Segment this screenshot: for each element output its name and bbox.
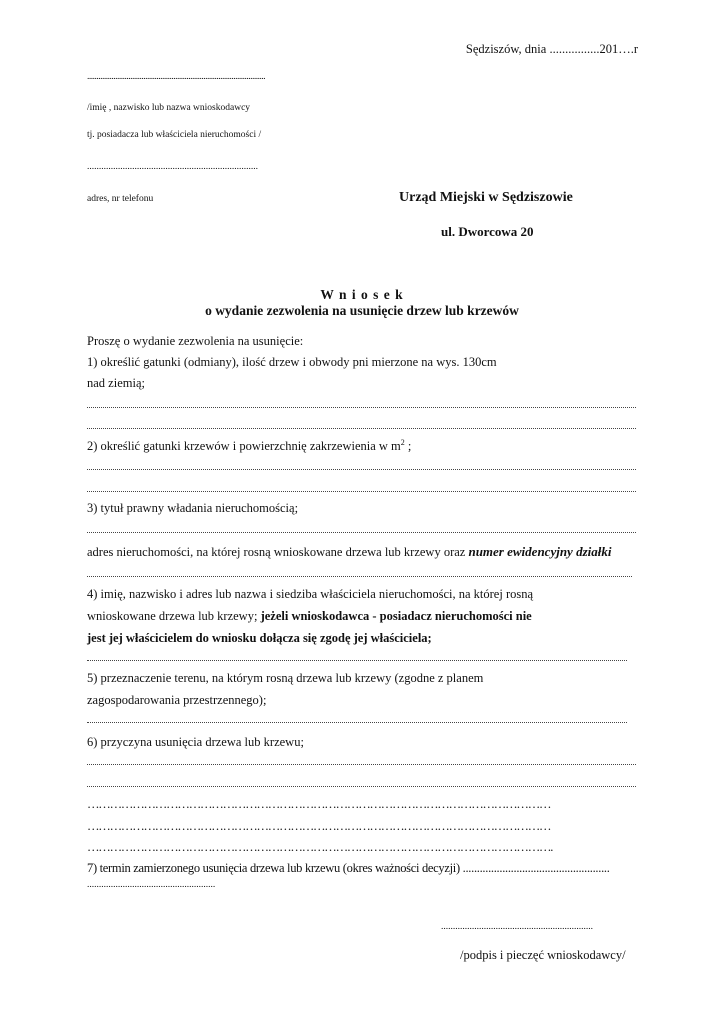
item1-line2: nad ziemią; <box>87 376 145 390</box>
signature-label: /podpis i pieczęć wnioskodawcy/ <box>460 948 626 962</box>
intro-text: Proszę o wydanie zezwolenia na usunięcie: <box>87 334 304 348</box>
place-date: Sędziszów, dnia ................201….r <box>465 42 638 56</box>
ellipsis-line: …………………………………………………………………………………………………………… <box>87 819 551 833</box>
applicant-address-dots: ........................................................................ <box>87 162 258 172</box>
ellipsis-line: ……………………………………………………………………………………………………………. <box>87 840 553 854</box>
dotted-line <box>87 576 632 577</box>
item5-line1: 5) przeznaczenie terenu, na którym rosną drzewa lub krzewy (zgodne z planem <box>87 671 484 685</box>
applicant-owner-label: tj. posiadacza lub właściciela nieruchomości / <box>87 130 262 140</box>
item1-line1: 1) określić gatunki (odmiany), ilość drzew i obwody pni mierzone na wys. 130cm <box>87 355 497 369</box>
dotted-line <box>87 469 636 470</box>
document-title: W n i o s e k <box>320 287 404 302</box>
item6-text: 6) przyczyna usunięcia drzewa lub krzewu; <box>87 735 304 749</box>
item4-line3: jest jej właścicielem do wniosku dołącza się zgodę jej właściciela; <box>87 631 432 645</box>
applicant-name-dots: ............................................................................................... <box>87 72 266 82</box>
applicant-name-label: /imię , nazwisko lub nazwa wnioskodawcy <box>87 103 251 113</box>
item7-text: 7) termin zamierzonego usunięcia drzewa lub krzewu (okres ważności decyzji) .................................................... <box>87 861 610 875</box>
dotted-line <box>87 491 636 492</box>
dotted-line <box>87 660 627 661</box>
signature-dots: ................................................................ <box>441 922 593 932</box>
dotted-line <box>87 407 636 408</box>
dotted-line <box>87 532 636 533</box>
document-subtitle: o wydanie zezwolenia na usunięcie drzew lub krzewów <box>205 303 519 318</box>
item5-line2: zagospodarowania przestrzennego); <box>87 693 267 707</box>
dotted-line <box>87 722 627 723</box>
item4-line2: wnioskowane drzewa lub krzewy; jeżeli wnioskodawca - posiadacz nieruchomości nie <box>87 609 532 623</box>
dotted-line <box>87 428 636 429</box>
address-text: adres nieruchomości, na której rosną wnioskowane drzewa lub krzewy oraz numer ewidencyjny działki <box>87 544 612 559</box>
item4-line1: 4) imię, nazwisko i adres lub nazwa i siedziba właściciela nieruchomości, na której rosną <box>87 587 534 601</box>
applicant-address-label: adres, nr telefonu <box>87 194 154 204</box>
ellipsis-line: …………………………………………………………………………………………………………… <box>87 797 551 811</box>
item3-text: 3) tytuł prawny władania nieruchomością; <box>87 501 299 515</box>
item7-dots: ...................................................... <box>87 880 216 890</box>
item2-text: 2) określić gatunki krzewów i powierzchnię zakrzewienia w $m^2$ ; <box>87 438 412 454</box>
recipient-street: ul. Dworcowa 20 <box>441 224 534 239</box>
dotted-line <box>87 764 636 765</box>
dotted-line <box>87 786 636 787</box>
recipient-office: Urząd Miejski w Sędziszowie <box>399 190 573 205</box>
